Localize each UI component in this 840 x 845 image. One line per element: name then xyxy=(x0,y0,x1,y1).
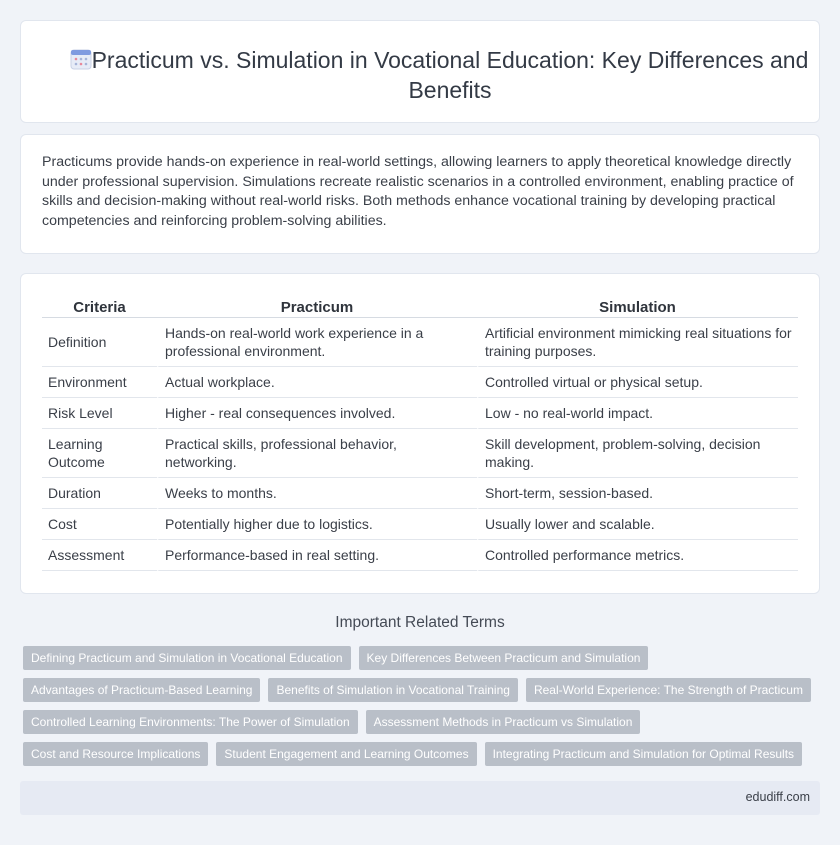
related-terms-title: Important Related Terms xyxy=(335,614,505,631)
related-term-tag[interactable]: Student Engagement and Learning Outcomes xyxy=(216,742,476,766)
intro-card xyxy=(20,134,820,254)
footer-site-link[interactable]: edudiff.com xyxy=(745,790,810,804)
header-practicum: Practicum xyxy=(157,296,477,318)
table-header-row xyxy=(42,296,798,318)
related-term-tag[interactable]: Assessment Methods in Practicum vs Simulation xyxy=(366,710,641,734)
table-row xyxy=(42,367,798,398)
table-row xyxy=(42,318,798,367)
cell-simulation: Low - no real-world impact. xyxy=(477,398,798,429)
page-title: Practicum vs. Simulation in Vocational Education: Key Differences and Benefits xyxy=(91,47,809,103)
related-term-tag[interactable]: Advantages of Practicum-Based Learning xyxy=(23,678,260,702)
cell-practicum: Weeks to months. xyxy=(157,478,477,509)
cell-criteria: Environment xyxy=(42,367,157,398)
cell-simulation: Controlled performance metrics. xyxy=(477,540,798,571)
intro-text: Practicums provide hands-on experience in real-world settings, allowing learners to apply theoretical knowledge directly under professional supervision. Simulations recreate realistic scenarios in a controlled environment, enabling practice of skills and decision-making without real-world risks. Both methods enhance vocational training by developing practical competencies and reinforcing problem-solving abilities. xyxy=(42,154,794,229)
header-criteria: Criteria xyxy=(42,296,157,318)
table-row xyxy=(42,398,798,429)
cell-practicum: Performance-based in real setting. xyxy=(157,540,477,571)
related-term-tag[interactable]: Cost and Resource Implications xyxy=(23,742,208,766)
comparison-table-card xyxy=(20,273,820,594)
cell-criteria: Duration xyxy=(42,478,157,509)
header-simulation: Simulation xyxy=(477,296,798,318)
related-term-tag[interactable]: Controlled Learning Environments: The Power of Simulation xyxy=(23,710,358,734)
cell-practicum: Actual workplace. xyxy=(157,367,477,398)
table-row xyxy=(42,478,798,509)
comparison-table xyxy=(42,296,798,571)
cell-simulation: Skill development, problem-solving, decision making. xyxy=(477,429,798,478)
header-card xyxy=(20,20,820,123)
cell-criteria: Definition xyxy=(42,318,157,367)
related-terms-tags xyxy=(23,646,823,774)
cell-simulation: Controlled virtual or physical setup. xyxy=(477,367,798,398)
cell-practicum: Practical skills, professional behavior, networking. xyxy=(157,429,477,478)
related-term-tag[interactable]: Benefits of Simulation in Vocational Training xyxy=(268,678,517,702)
related-term-tag[interactable]: Integrating Practicum and Simulation for Optimal Results xyxy=(485,742,802,766)
cell-simulation: Short-term, session-based. xyxy=(477,478,798,509)
cell-criteria: Risk Level xyxy=(42,398,157,429)
cell-criteria: Learning Outcome xyxy=(42,429,157,478)
related-term-tag[interactable]: Key Differences Between Practicum and Simulation xyxy=(359,646,649,670)
related-term-tag[interactable]: Defining Practicum and Simulation in Vocational Education xyxy=(23,646,351,670)
cell-simulation: Usually lower and scalable. xyxy=(477,509,798,540)
cell-simulation: Artificial environment mimicking real situations for training purposes. xyxy=(477,318,798,367)
table-row xyxy=(42,429,798,478)
cell-criteria: Assessment xyxy=(42,540,157,571)
cell-criteria: Cost xyxy=(42,509,157,540)
related-term-tag[interactable]: Real-World Experience: The Strength of Practicum xyxy=(526,678,811,702)
footer xyxy=(20,781,820,815)
cell-practicum: Potentially higher due to logistics. xyxy=(157,509,477,540)
table-row xyxy=(42,509,798,540)
cell-practicum: Hands-on real-world work experience in a professional environment. xyxy=(157,318,477,367)
table-row xyxy=(42,540,798,571)
cell-practicum: Higher - real consequences involved. xyxy=(157,398,477,429)
